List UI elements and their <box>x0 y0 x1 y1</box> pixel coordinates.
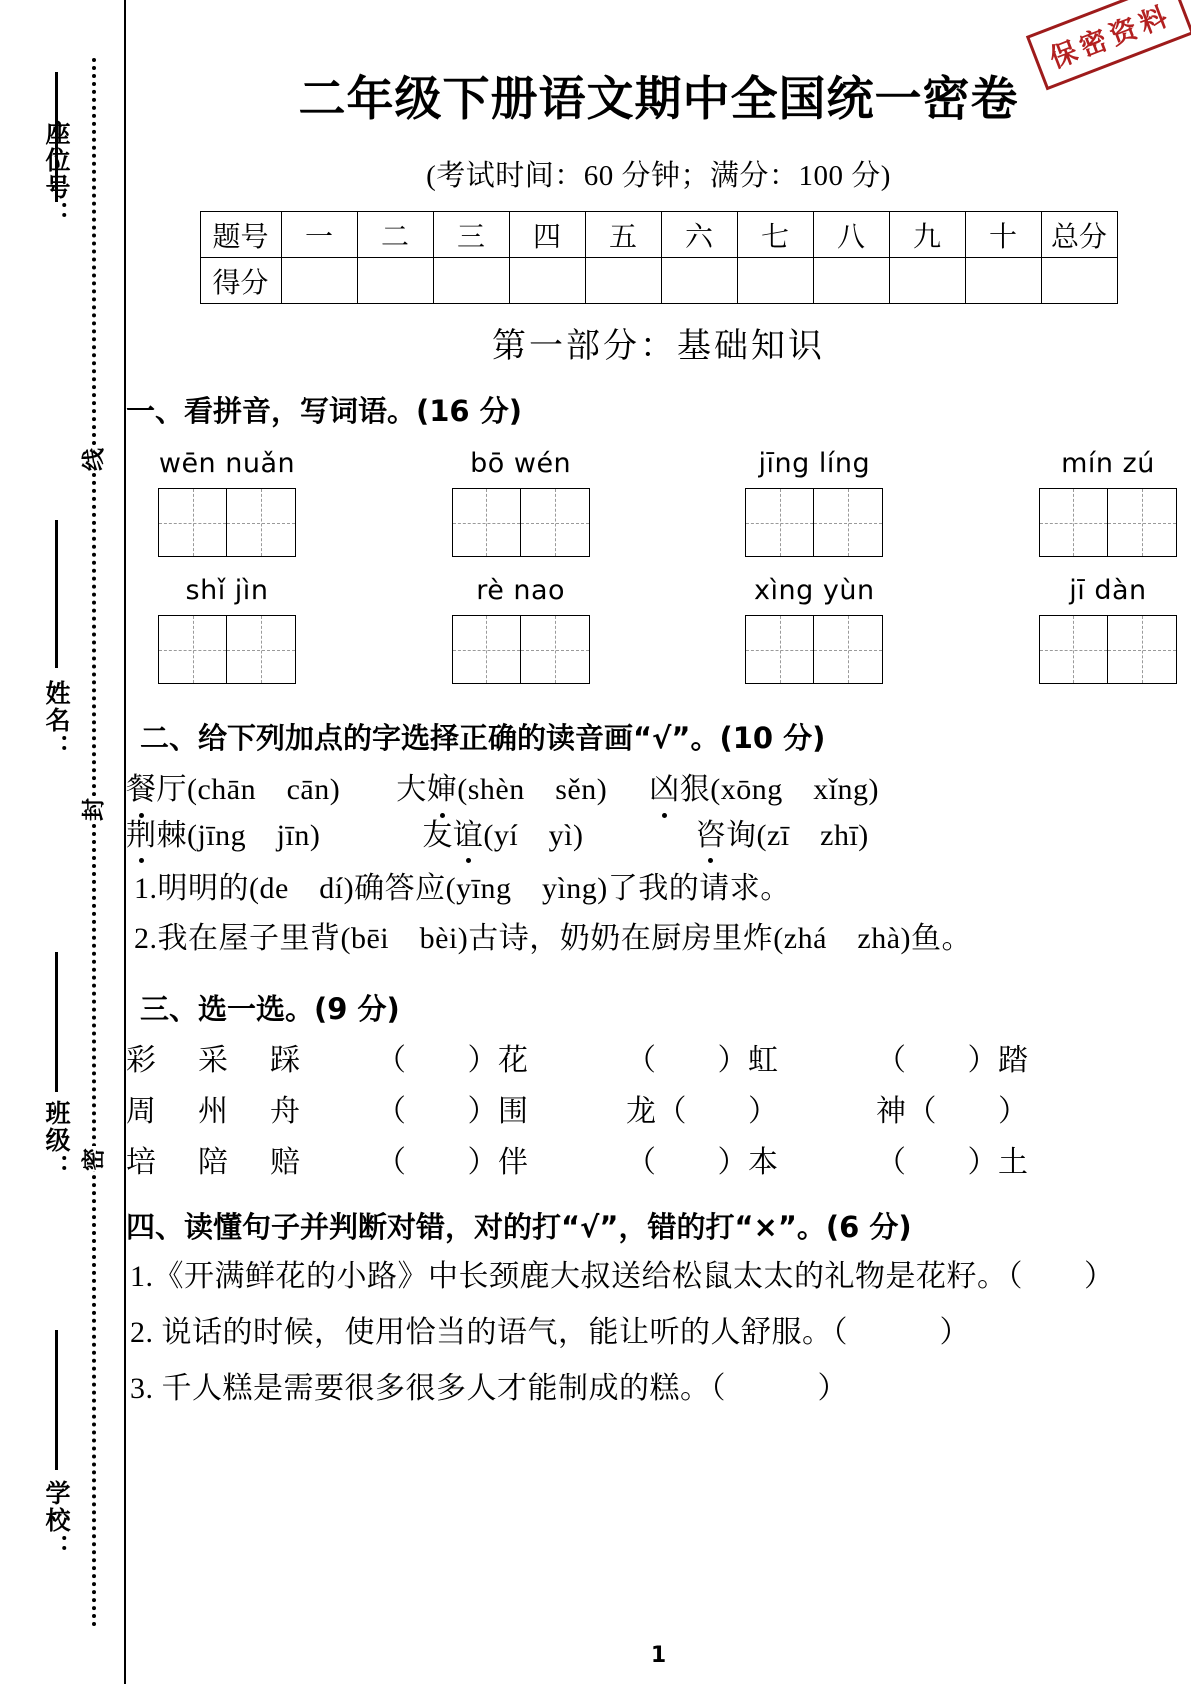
tianzige-box[interactable] <box>1039 488 1108 557</box>
pinyin-cell-6 <box>452 575 590 684</box>
exam-info: (考试时间：60 分钟；满分：100 分) <box>426 160 891 192</box>
dotted-char-jing: 荆 <box>126 813 157 859</box>
margin-rule-class <box>55 952 58 1092</box>
answer-grid-8[interactable] <box>1039 615 1177 684</box>
pinyin-label-3: jīng líng <box>758 448 871 479</box>
word-rest-3: 狠 <box>679 773 711 806</box>
tianzige-box[interactable] <box>1039 615 1108 684</box>
table-row-scores <box>200 258 1117 304</box>
pronunciation-sentence-1[interactable]: 1.明明的(de dí)确答应(yīng yìng)了我的请求。 <box>134 872 791 906</box>
choice-char-pei2a: 培 <box>126 1146 157 1180</box>
score-table-rowhead-score: 得分 <box>200 258 281 304</box>
tianzige-box[interactable] <box>745 615 814 684</box>
choice-slot-1-2[interactable]: （ ）虹 <box>626 1044 779 1078</box>
truefalse-item-3[interactable]: 3. 千人糕是需要很多很多人才能制成的糕。（ ） <box>130 1371 848 1405</box>
pinyin-cell-8 <box>1039 575 1177 684</box>
seal-dotted-line <box>92 58 96 1628</box>
score-cell-10[interactable] <box>965 258 1041 304</box>
margin-field-name: 姓名： <box>42 680 71 761</box>
choice-char-pei2b: 陪 <box>198 1146 229 1180</box>
pinyin-label-7: xìng yùn <box>754 575 875 606</box>
score-table-col-7: 七 <box>737 212 813 258</box>
pinyin-label-2: bō wén <box>470 448 572 479</box>
answer-grid-4[interactable] <box>1039 488 1177 557</box>
tianzige-box[interactable] <box>452 615 521 684</box>
choice-slot-3-1[interactable]: （ ）伴 <box>376 1146 529 1180</box>
confidential-stamp: 保密资料 <box>1026 0 1191 90</box>
dotted-char-shen: 婶 <box>427 767 458 813</box>
score-cell-9[interactable] <box>889 258 965 304</box>
choice-slot-1-1[interactable]: （ ）花 <box>376 1044 529 1078</box>
choice-char-cai3c: 踩 <box>270 1044 301 1078</box>
pinyin-cell-3 <box>745 448 883 557</box>
pinyin-label-8: jī dàn <box>1069 575 1147 606</box>
tianzige-box[interactable] <box>521 488 590 557</box>
seal-char-mi: 密 <box>73 1146 110 1171</box>
pinyin-row-2 <box>126 575 1191 684</box>
answer-grid-2[interactable] <box>452 488 590 557</box>
tianzige-box[interactable] <box>158 488 227 557</box>
score-table-col-5: 五 <box>585 212 661 258</box>
section-heading-3: 三、选一选。(9 分) <box>140 992 400 1027</box>
tianzige-box[interactable] <box>814 488 883 557</box>
seal-margin <box>0 0 126 1684</box>
score-table-rowhead-question: 题号 <box>200 212 281 258</box>
score-cell-1[interactable] <box>281 258 357 304</box>
answer-grid-3[interactable] <box>745 488 883 557</box>
choice-slot-1-3[interactable]: （ ）踏 <box>876 1044 1029 1078</box>
score-cell-4[interactable] <box>509 258 585 304</box>
answer-grid-6[interactable] <box>452 615 590 684</box>
choice-row-2 <box>126 1086 1191 1130</box>
pinyin-cell-5 <box>158 575 296 684</box>
choice-chars-1 <box>126 1035 376 1079</box>
score-table-col-10: 十 <box>965 212 1041 258</box>
word-prefix-5: 友 <box>422 818 453 852</box>
choice-char-cai3a: 彩 <box>126 1044 157 1078</box>
word-prefix-2: 大 <box>396 773 427 806</box>
score-table-col-1: 一 <box>281 212 357 258</box>
tianzige-box[interactable] <box>521 615 590 684</box>
dotted-char-xiong: 凶 <box>649 767 680 813</box>
score-table <box>200 211 1118 304</box>
tianzige-box[interactable] <box>227 488 296 557</box>
pinyin-cell-7 <box>745 575 883 684</box>
tianzige-box[interactable] <box>1108 488 1177 557</box>
part-title: 第一部分：基础知识 <box>492 328 825 365</box>
word-rest-1: 厅 <box>156 773 187 806</box>
score-table-col-8: 八 <box>813 212 889 258</box>
section-heading-1: 一、看拼音，写词语。(16 分) <box>126 394 522 428</box>
choice-slot-3-2[interactable]: （ ）本 <box>626 1146 779 1180</box>
score-cell-8[interactable] <box>813 258 889 304</box>
score-cell-total[interactable] <box>1041 258 1117 304</box>
choice-slot-2-2[interactable]: 龙（ ） <box>626 1095 779 1129</box>
choice-char-cai3b: 采 <box>198 1044 229 1078</box>
page-title: 二年级下册语文期中全国统一密卷 <box>298 72 1019 127</box>
dotted-char-zi: 咨 <box>695 813 726 859</box>
score-cell-3[interactable] <box>433 258 509 304</box>
tianzige-box[interactable] <box>227 615 296 684</box>
choice-slot-2-3[interactable]: 神（ ） <box>876 1095 1029 1129</box>
score-table-col-9: 九 <box>889 212 965 258</box>
choice-chars-3 <box>126 1137 376 1181</box>
pinyin-label-4: mín zú <box>1061 448 1155 479</box>
margin-field-seat-number: 座位号： <box>42 120 71 228</box>
choice-slot-2-1[interactable]: （ ）围 <box>376 1095 529 1129</box>
choice-row-1 <box>126 1035 1191 1079</box>
exam-page <box>126 0 1191 1684</box>
margin-field-class: 班级： <box>42 1100 71 1181</box>
choice-char-pei2c: 赔 <box>270 1146 301 1180</box>
pinyin-cell-1 <box>158 448 296 557</box>
pinyin-label-1: wēn nuǎn <box>158 448 296 479</box>
choice-char-zhou1b: 州 <box>198 1095 229 1129</box>
choice-slot-3-3[interactable]: （ ）土 <box>876 1146 1029 1180</box>
score-table-col-total: 总分 <box>1041 212 1117 258</box>
section-heading-4: 四、读懂句子并判断对错，对的打“√”，错的打“×”。(6 分) <box>126 1210 912 1245</box>
choice-row-3 <box>126 1137 1191 1181</box>
word-rest-4: 棘 <box>156 818 187 852</box>
pinyin-options-2[interactable]: (shèn sěn) <box>457 773 608 806</box>
tianzige-box[interactable] <box>1108 615 1177 684</box>
pinyin-options-5[interactable]: (yí yì) <box>483 818 584 852</box>
page-number: 1 <box>650 1643 667 1668</box>
tianzige-box[interactable] <box>452 488 521 557</box>
score-cell-2[interactable] <box>357 258 433 304</box>
margin-rule-name <box>55 520 58 668</box>
pronunciation-line-1[interactable] <box>126 767 1191 813</box>
pinyin-label-5: shǐ jìn <box>185 575 269 606</box>
pronunciation-line-2[interactable] <box>126 813 1191 859</box>
pinyin-options-3[interactable]: (xōng xǐng) <box>710 773 880 806</box>
score-cell-5[interactable] <box>585 258 661 304</box>
margin-rule-school <box>55 1330 58 1470</box>
answer-grid-1[interactable] <box>158 488 296 557</box>
pinyin-options-6[interactable]: (zī zhī) <box>756 818 869 852</box>
tianzige-box[interactable] <box>814 615 883 684</box>
tianzige-box[interactable] <box>745 488 814 557</box>
score-table-col-2: 二 <box>357 212 433 258</box>
answer-grid-7[interactable] <box>745 615 883 684</box>
pinyin-label-6: rè nao <box>476 575 566 606</box>
dotted-char-can: 餐 <box>126 767 157 813</box>
pinyin-row-1 <box>126 448 1191 557</box>
dotted-char-yi: 谊 <box>453 813 484 859</box>
choice-chars-2 <box>126 1086 376 1130</box>
score-table-col-6: 六 <box>661 212 737 258</box>
word-rest-6: 询 <box>725 818 757 852</box>
pronunciation-sentence-2[interactable]: 2.我在屋子里背(bēi bèi)古诗，奶奶在厨房里炸(zhá zhà)鱼。 <box>134 921 973 955</box>
pinyin-options-4[interactable]: (jīng jīn) <box>187 818 321 852</box>
pinyin-cell-4 <box>1039 448 1177 557</box>
truefalse-item-1[interactable]: 1.《开满鲜花的小路》中长颈鹿大叔送给松鼠太太的礼物是花籽。（ ） <box>130 1260 1115 1294</box>
score-cell-6[interactable] <box>661 258 737 304</box>
choice-char-zhou1a: 周 <box>126 1095 157 1129</box>
choice-char-zhou1c: 舟 <box>270 1095 301 1129</box>
answer-grid-5[interactable] <box>158 615 296 684</box>
pinyin-options-1[interactable]: (chān cān) <box>187 773 341 806</box>
score-table-col-3: 三 <box>433 212 509 258</box>
score-cell-7[interactable] <box>737 258 813 304</box>
score-table-col-4: 四 <box>509 212 585 258</box>
margin-field-school: 学校： <box>42 1480 71 1561</box>
table-row-question-numbers <box>200 212 1117 258</box>
seal-char-feng: 封 <box>73 796 110 821</box>
tianzige-box[interactable] <box>158 615 227 684</box>
margin-rule-seat-number <box>55 72 58 202</box>
pinyin-cell-2 <box>452 448 590 557</box>
seal-char-xian: 线 <box>73 446 110 471</box>
section-heading-2: 二、给下列加点的字选择正确的读音画“√”。(10 分) <box>140 721 826 755</box>
truefalse-item-2[interactable]: 2. 说话的时候，使用恰当的语气，能让听的人舒服。（ ） <box>130 1315 970 1349</box>
